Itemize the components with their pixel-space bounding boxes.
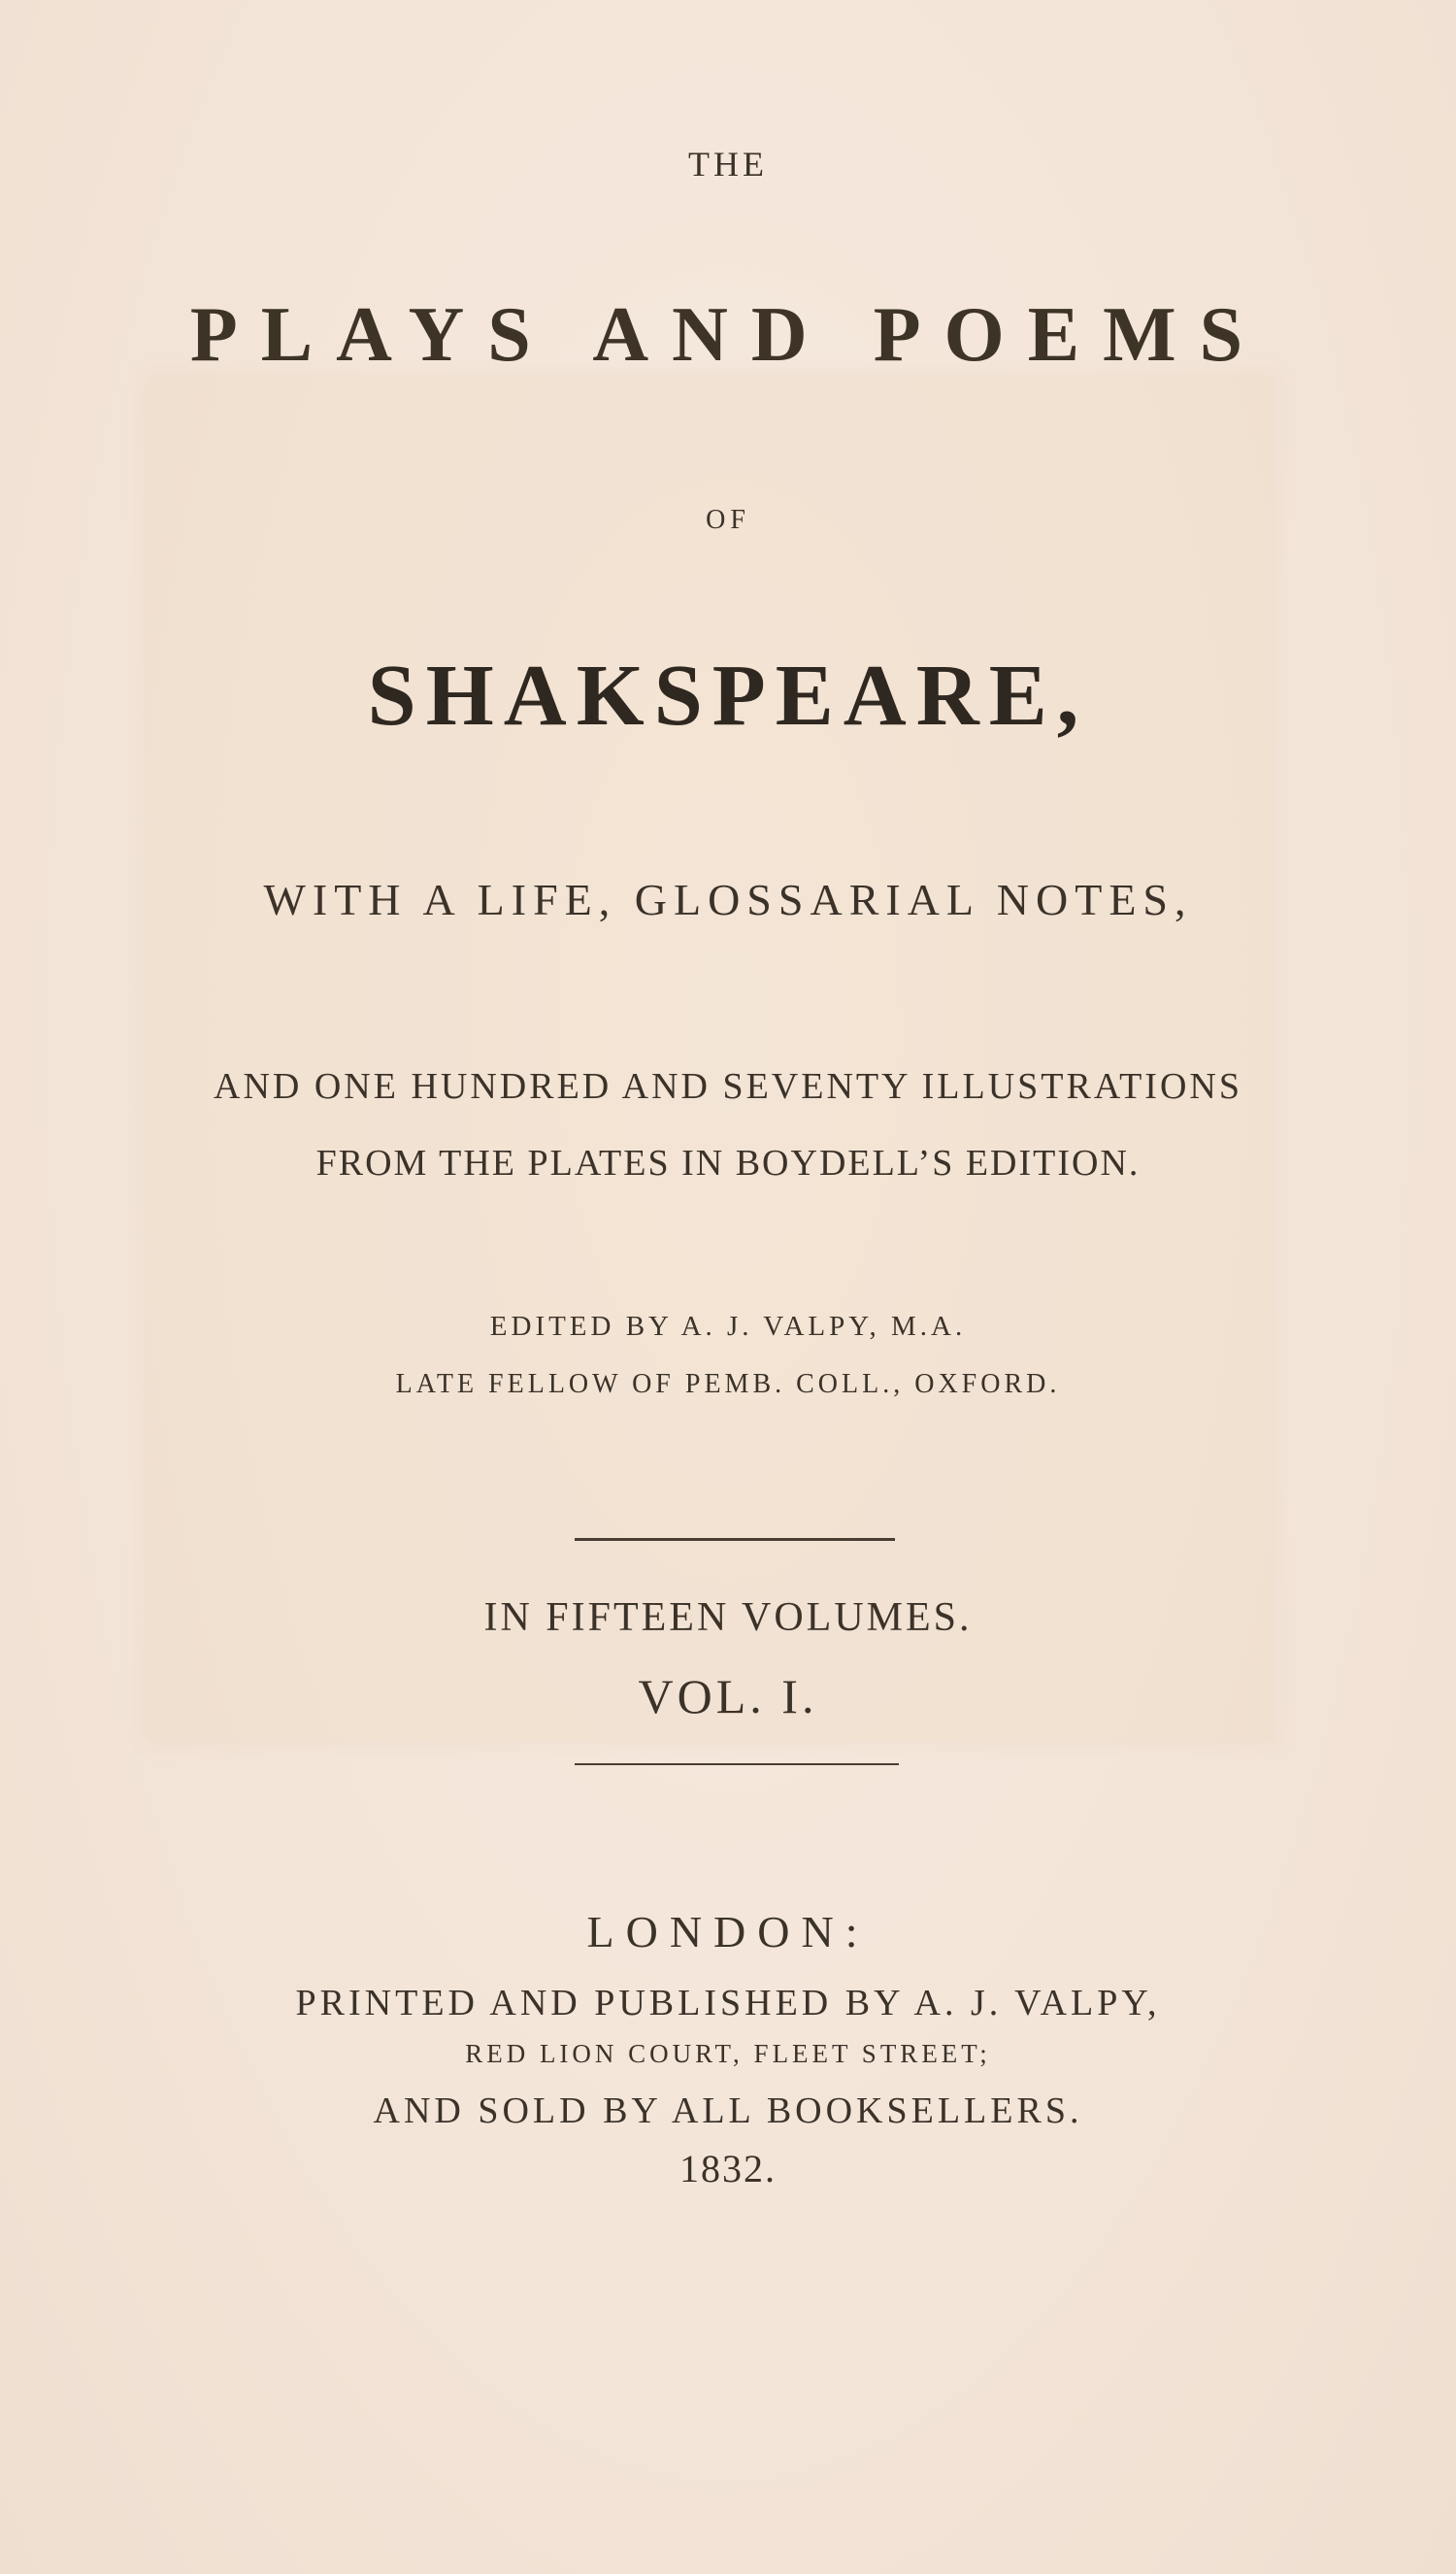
editor-line: EDITED BY A. J. VALPY, M.A. [489, 1311, 967, 1342]
subtitle-line-2: AND ONE HUNDRED AND SEVENTY ILLUSTRATIONS [214, 1066, 1242, 1107]
imprint-address: RED LION COURT, FLEET STREET; [465, 2039, 991, 2068]
divider-rule-bottom [575, 1763, 899, 1765]
volume-count: IN FIFTEEN VOLUMES. [483, 1595, 973, 1640]
imprint-sold-by: AND SOLD BY ALL BOOKSELLERS. [373, 2090, 1083, 2131]
imprint-place: LONDON: [586, 1907, 870, 1956]
article-the: THE [688, 145, 768, 184]
divider-rule-top [575, 1538, 895, 1541]
plate-impression [148, 377, 1274, 1741]
main-title: PLAYS AND POEMS [189, 292, 1267, 378]
title-of: OF [706, 505, 750, 535]
volume-number: VOL. I. [638, 1669, 818, 1723]
subtitle-line-3: FROM THE PLATES IN BOYDELL’S EDITION. [315, 1143, 1141, 1184]
editor-affiliation: LATE FELLOW OF PEMB. COLL., OXFORD. [395, 1369, 1061, 1399]
subtitle-line-1: WITH A LIFE, GLOSSARIAL NOTES, [263, 875, 1193, 924]
imprint-publisher: PRINTED AND PUBLISHED BY A. J. VALPY, [295, 1983, 1161, 2023]
imprint-year: 1832. [679, 2147, 777, 2190]
author-name: SHAKSPEARE, [367, 648, 1089, 744]
